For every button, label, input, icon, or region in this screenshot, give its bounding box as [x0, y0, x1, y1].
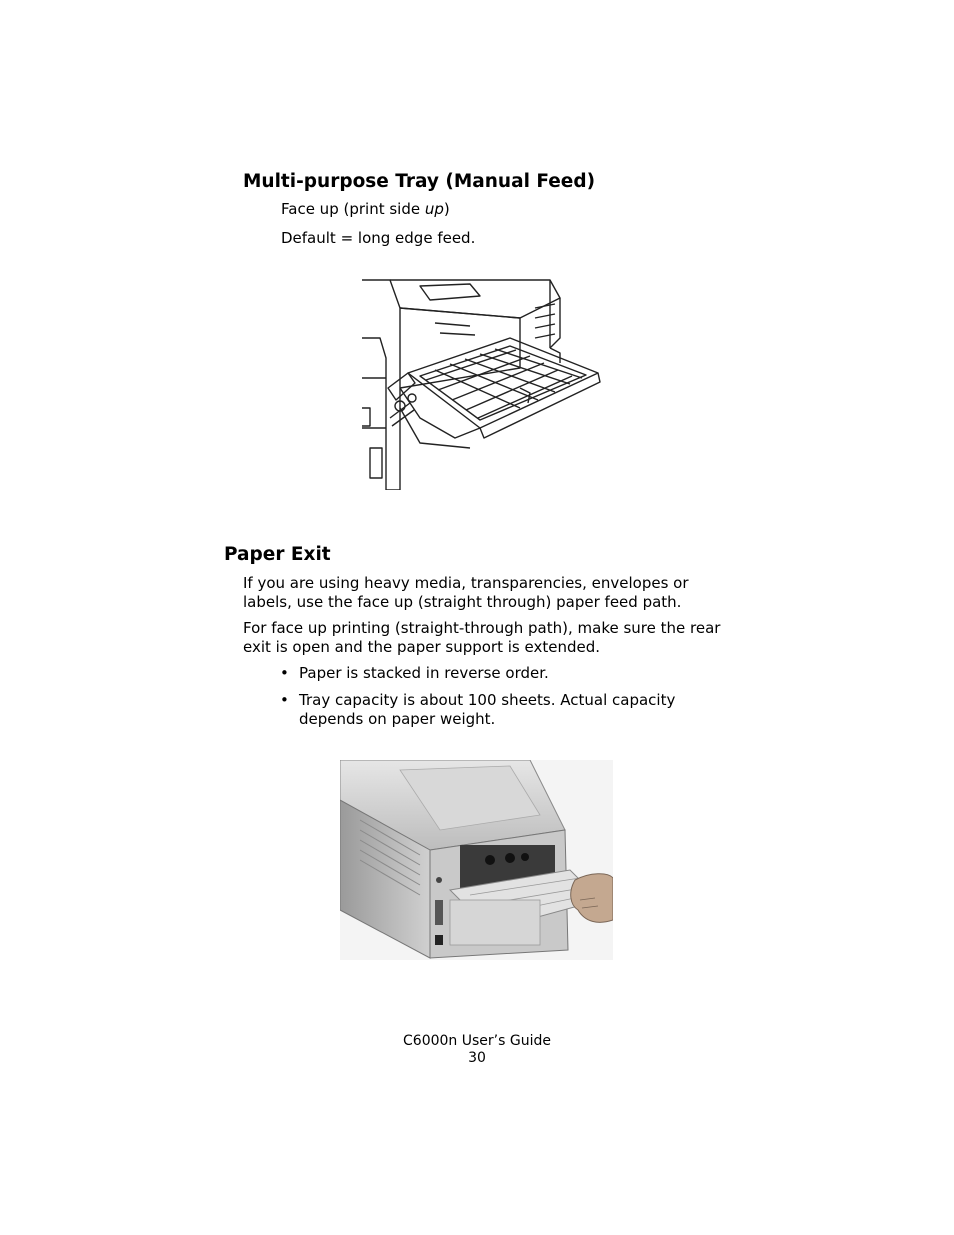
footer-page-number: 30 [468, 1050, 486, 1066]
rear-exit-drawing [340, 760, 613, 960]
bullet-icon: • [280, 691, 289, 709]
face-up-prefix: Face up (print side [281, 200, 425, 218]
multipurpose-tray-illustration [360, 278, 604, 490]
paper-exit-paragraph-1: If you are using heavy media, transparencies, envelopes or labels, use the face up (straight through) paper feed path. [243, 574, 689, 611]
default-feed-note: Default = long edge feed. [281, 229, 476, 247]
bullet-text-2: Tray capacity is about 100 sheets. Actual capacity depends on paper weight. [299, 691, 676, 728]
footer-guide-title: C6000n User’s Guide [403, 1033, 551, 1049]
face-up-emphasis: up [424, 200, 444, 218]
section-heading-multipurpose-tray: Multi-purpose Tray (Manual Feed) [243, 171, 596, 192]
bullet-icon: • [280, 664, 289, 682]
face-up-suffix: ) [443, 200, 450, 218]
section-heading-paper-exit: Paper Exit [224, 544, 331, 565]
face-up-note [281, 200, 450, 218]
paper-exit-paragraph-2: For face up printing (straight-through path), make sure the rear exit is open and the paper support is extended. [243, 619, 721, 656]
bullet-text-1: Paper is stacked in reverse order. [299, 664, 549, 682]
multipurpose-tray-drawing [360, 278, 604, 490]
rear-exit-photo [340, 760, 613, 960]
